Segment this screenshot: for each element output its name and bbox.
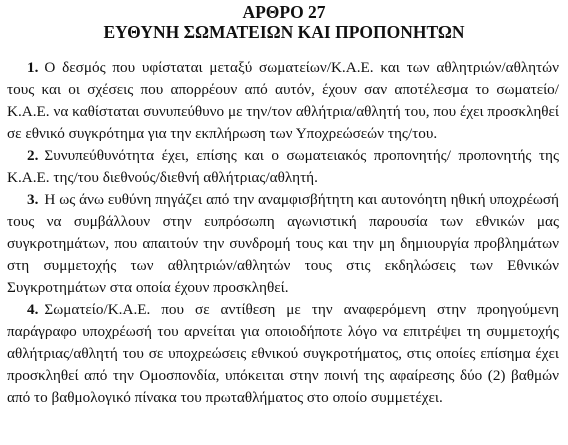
paragraph-4 — [7, 299, 559, 409]
paragraph-number: 2. — [27, 147, 39, 164]
paragraph-text: Ο δεσμός που υφίσταται μεταξύ σωματείων/Κ.Α.Ε. και των αθλητριών/αθλητών τους και οι σχέσεις που απορρέουν από αυτόν, έχουν σαν αποτέλεσμα το σωματείο/Κ.Α.Ε. να καθίσταται συνυπεύθυνο με την/τον αθλήτρια/αθλητή του, που έχει προσκληθεί σε εθνικό συγκρότημα για την εκπλήρωση των Υποχρεώσεών της/του. — [7, 59, 559, 142]
paragraph-text: Σωματείο/Κ.Α.Ε. που σε αντίθεση με την αναφερόμενη στην προηγούμενη παράγραφο υποχρέωσή του αρνείται για οποιοδήποτε λόγο να επιτρέψει τη συμμετοχής αθλήτριας/αθλητή του σε υποχρεώσεις εθνικού συγκροτήματος, στις οποίες επίσημα έχει προσκληθεί από την Ομοσπονδία, υπόκειται στην ποινή της αφαίρεσης δύο (2) βαθμών από το βαθμολογικό πίνακα του πρωταθλήματος στο οποίο συμμετέχει. — [7, 301, 559, 406]
paragraph-text: Συνυπεύθυνότητα έχει, επίσης και ο σωματειακός προπονητής/ προπονητής της Κ.Α.Ε. της/του διεθνούς/διεθνή αθλήτριας/αθλητή. — [7, 147, 559, 186]
paragraph-2 — [7, 145, 559, 189]
article-body — [7, 57, 559, 409]
paragraph-text: Η ως άνω ευθύνη πηγάζει από την αναμφισβήτητη και αυτονόητη ηθική υποχρέωσή τους να συμβάλλουν στην ευπρόσωπη αγωνιστική παρουσία των εθνικών μας συγκροτημάτων, που απαιτούν την συνδρομή τους και την μη δημιουργία προβλημάτων στη συμμετοχής των αθλητριών/αθλητών τους στις εκδηλώσεις των Εθνικών Συγκροτημάτων στα οποία έχουν προσκληθεί. — [7, 191, 559, 296]
article-subtitle: ΕΥΘΥΝΗ ΣΩΜΑΤΕΙΩΝ ΚΑΙ ΠΡΟΠΟΝΗΤΩΝ — [103, 22, 465, 42]
paragraph-3 — [7, 189, 559, 299]
paragraph-number: 3. — [27, 191, 39, 208]
article-title: ΑΡΘΡΟ 27 — [242, 2, 326, 22]
paragraph-number: 1. — [27, 59, 39, 76]
paragraph-number: 4. — [27, 301, 39, 318]
paragraph-1 — [7, 57, 559, 145]
